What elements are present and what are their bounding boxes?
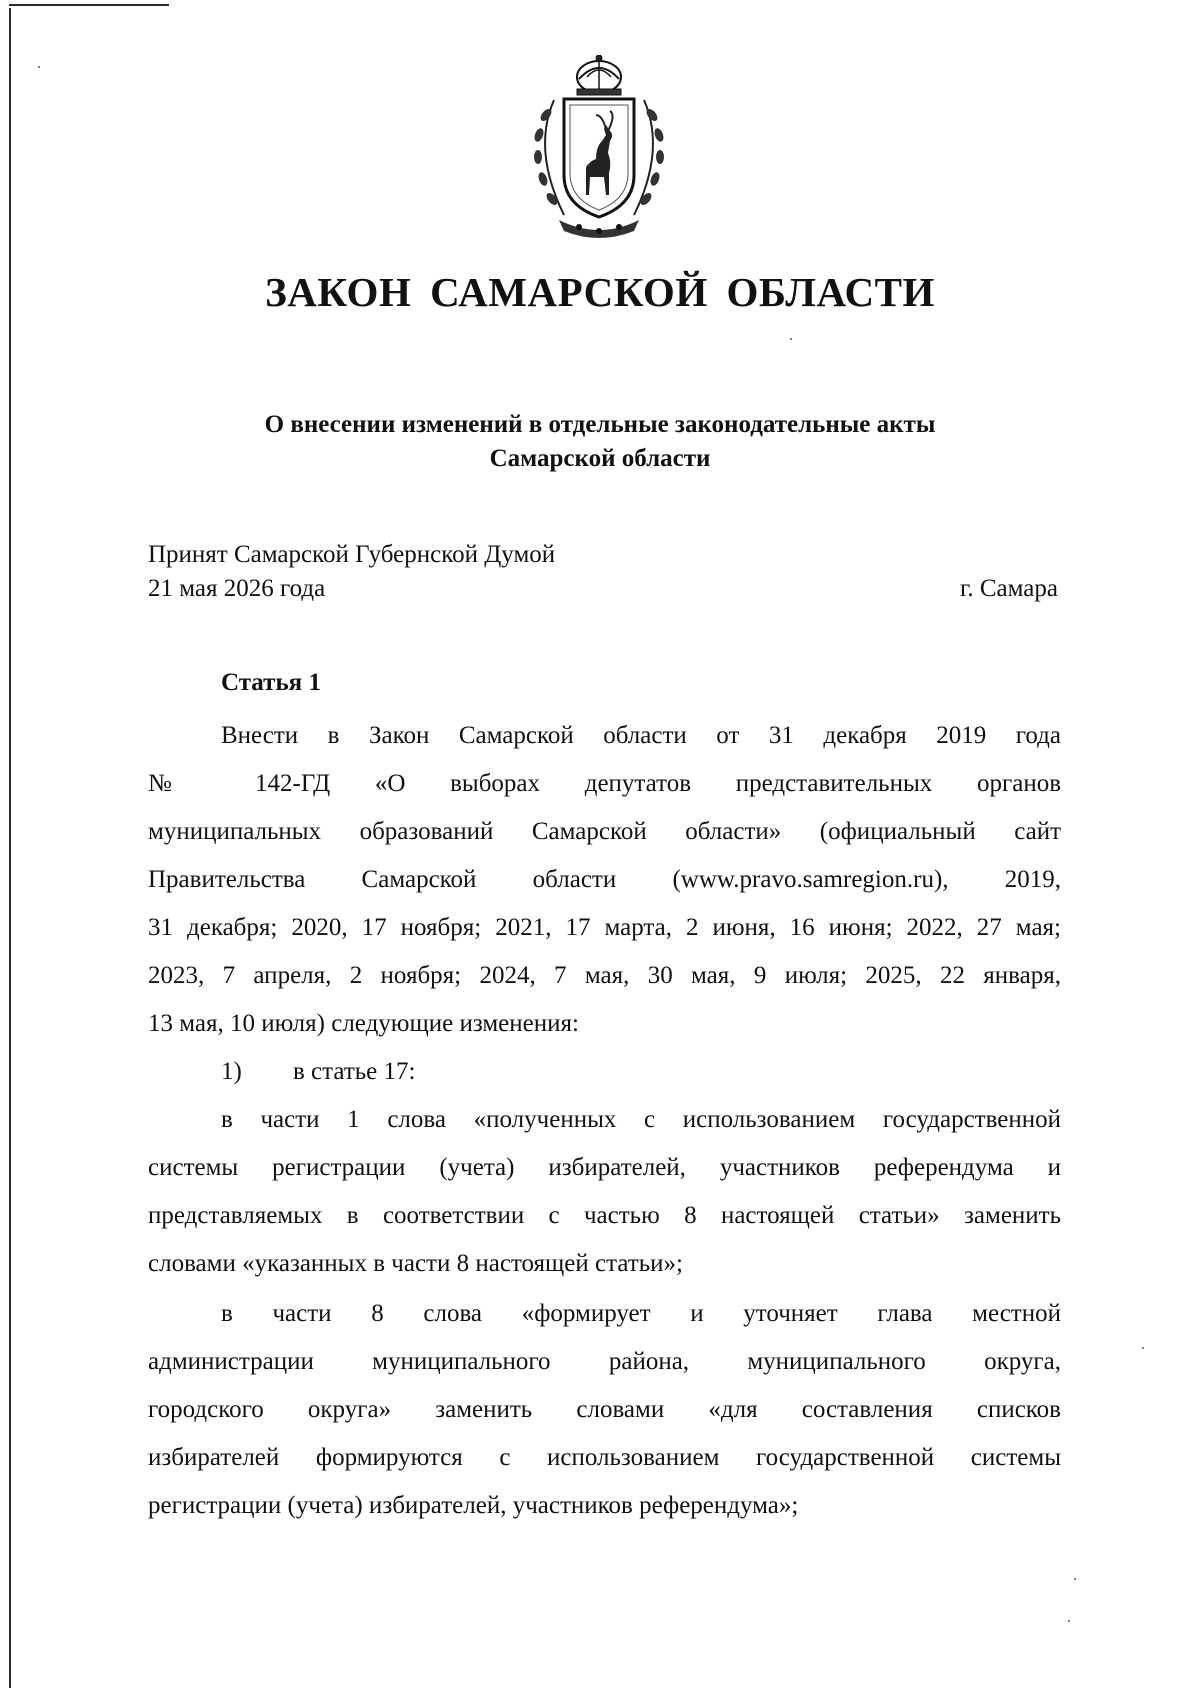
text-line: городского округа» заменить словами «для составления списков	[148, 1396, 1061, 1423]
scan-speck	[1068, 1620, 1070, 1622]
article-paragraph-3	[148, 1290, 1061, 1530]
article-heading: Статья 1	[221, 669, 321, 696]
text-line: 13 мая, 10 июля) следующие изменения:	[148, 1010, 579, 1037]
scan-edge-top	[9, 4, 169, 6]
text-line: в части 8 слова «формирует и уточняет глава местной	[221, 1300, 1061, 1327]
item-text: в статье 17:	[293, 1058, 416, 1085]
adoption-date: 21 мая 2026 года	[148, 575, 326, 602]
scan-speck	[1142, 1347, 1144, 1349]
coat-of-arms-emblem	[524, 55, 674, 240]
text-line: № 142-ГД «О выборах депутатов представительных органов	[148, 770, 1061, 797]
adoption-block	[148, 538, 555, 606]
text-line: 2023, 7 апреля, 2 ноября; 2024, 7 мая, 30 мая, 9 июля; 2025, 22 января,	[148, 962, 1061, 989]
list-item	[148, 1048, 1061, 1096]
subtitle-line: О внесении изменений в отдельные законодательные акты	[264, 411, 936, 438]
article-paragraph-1	[148, 712, 1061, 1096]
text-line: представляемых в соответствии с частью 8 настоящей статьи» заменить	[148, 1202, 1061, 1229]
text-line: в части 1 слова «полученных с использованием государственной	[221, 1106, 1061, 1133]
text-line: Правительства Самарской области (www.pravo.samregion.ru), 2019,	[148, 866, 1061, 893]
article-paragraph-2	[148, 1096, 1061, 1288]
document-title: ЗАКОН САМАРСКОЙ ОБЛАСТИ	[265, 269, 935, 315]
document-subtitle	[0, 408, 1200, 476]
subtitle-line: Самарской области	[489, 445, 711, 472]
text-line: администрации муниципального района, муниципального округа,	[148, 1348, 1061, 1375]
scan-speck	[790, 338, 792, 340]
scan-edge-left	[9, 8, 11, 1688]
text-line: системы регистрации (учета) избирателей, участников референдума и	[148, 1154, 1061, 1181]
text-line: муниципальных образований Самарской области» (официальный сайт	[148, 818, 1061, 845]
scan-speck	[38, 66, 40, 68]
text-line: словами «указанных в части 8 настоящей статьи»;	[148, 1250, 683, 1277]
item-number: 1)	[221, 1058, 242, 1085]
scan-speck	[1074, 1578, 1076, 1580]
adoption-city: г. Самара	[959, 575, 1058, 602]
adopted-by: Принят Самарской Губернской Думой	[148, 541, 556, 568]
text-line: Внести в Закон Самарской области от 31 декабря 2019 года	[221, 722, 1061, 749]
text-line: избирателей формируются с использованием государственной системы	[148, 1444, 1061, 1471]
text-line: 31 декабря; 2020, 17 ноября; 2021, 17 марта, 2 июня, 16 июня; 2022, 27 мая;	[148, 914, 1061, 941]
text-line: регистрации (учета) избирателей, участников референдума»;	[148, 1492, 799, 1519]
